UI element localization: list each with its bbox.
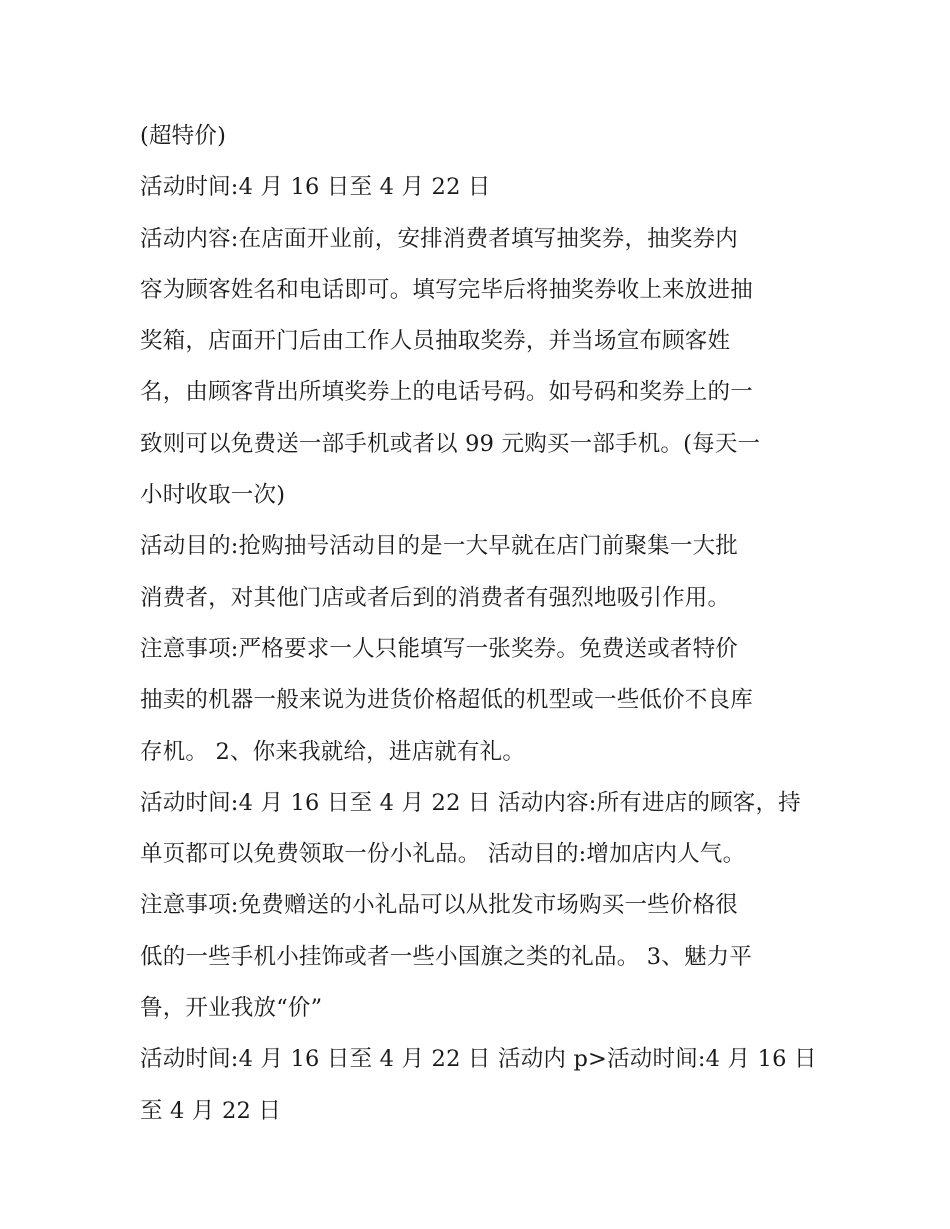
text-line-8: 小时收取一次) bbox=[140, 482, 286, 509]
text-line-11: 注意事项:严格要求一人只能填写一张奖券。免费送或者特价 bbox=[140, 635, 738, 662]
text-line-7: 致则可以免费送一部手机或者以 99 元购买一部手机。(每天一 bbox=[140, 430, 761, 457]
text-line-15: 单页都可以免费领取一份小礼品。 活动目的:增加店内人气。 bbox=[140, 841, 746, 868]
text-line-19: 活动时间:4 月 16 日至 4 月 22 日 活动内 p>活动时间:4 月 16 日 bbox=[140, 1046, 817, 1073]
text-line-13: 存机。 2、你来我就给，进店就有礼。 bbox=[140, 738, 526, 765]
text-line-10: 消费者，对其他门店或者后到的消费者有强烈地吸引作用。 bbox=[140, 584, 731, 611]
text-line-1: (超特价) bbox=[140, 123, 227, 149]
text-line-9: 活动目的:抢购抽号活动目的是一大早就在店门前聚集一大批 bbox=[140, 533, 738, 560]
text-line-2: 活动时间:4 月 16 日至 4 月 22 日 bbox=[140, 174, 491, 201]
text-line-20: 至 4 月 22 日 bbox=[140, 1097, 282, 1124]
text-line-5: 奖箱，店面开门后由工作人员抽取奖券，并当场宣布顾客姓 bbox=[140, 328, 731, 355]
text-line-4: 容为顾客姓名和电话即可。填写完毕后将抽奖券收上来放进抽 bbox=[140, 276, 753, 303]
text-line-16: 注意事项:免费赠送的小礼品可以从批发市场购买一些价格很 bbox=[140, 892, 738, 919]
text-line-18: 鲁，开业我放“价” bbox=[140, 995, 323, 1022]
text-line-6: 名，由顾客背出所填奖券上的电话号码。如号码和奖券上的一 bbox=[140, 379, 753, 406]
text-line-3: 活动内容:在店面开业前，安排消费者填写抽奖券，抽奖券内 bbox=[140, 225, 738, 252]
text-line-17: 低的一些手机小挂饰或者一些小国旗之类的礼品。 3、魅力平 bbox=[140, 943, 753, 970]
text-line-12: 抽卖的机器一般来说为进货价格超低的机型或一些低价不良库 bbox=[140, 687, 753, 714]
document-body bbox=[140, 111, 820, 1137]
text-line-14: 活动时间:4 月 16 日至 4 月 22 日 活动内容:所有进店的顾客，持 bbox=[140, 789, 801, 816]
